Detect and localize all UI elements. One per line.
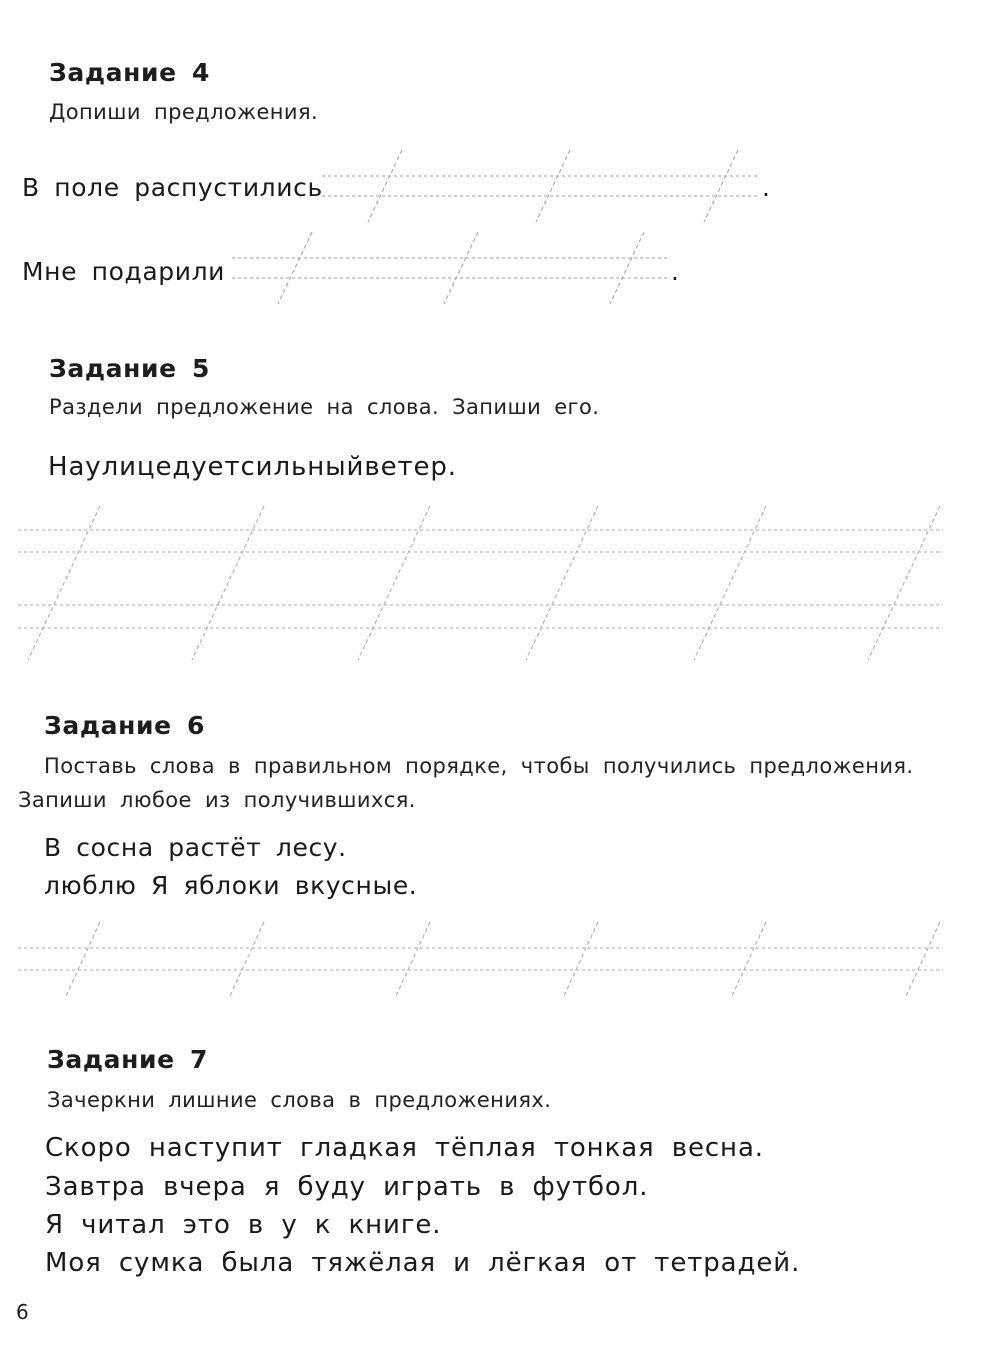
task-4-answer-line-2[interactable] xyxy=(232,230,672,306)
task-4-title: Задание 4 xyxy=(49,58,210,87)
task-6-sentence-2: люблю Я яблоки вкусные. xyxy=(44,871,418,900)
task-4-instruction: Допиши предложения. xyxy=(49,100,319,124)
task-6-instruction-line-2: Запиши любое из получившихся. xyxy=(18,788,416,812)
task-4-sentence-2-prefix: Мне подарили xyxy=(22,257,226,286)
task-5-instruction: Раздели предложение на слова. Запиши его. xyxy=(49,395,600,419)
task-4-sentence-2-period: . xyxy=(671,257,680,286)
task-4-answer-line-1[interactable] xyxy=(322,148,762,224)
task-6-answer-lines[interactable] xyxy=(18,920,948,1000)
task-6-sentence-1: В сосна растёт лесу. xyxy=(44,833,347,862)
task-6-instruction-line-1: Поставь слова в правильном порядке, чтобы получились предложения. xyxy=(44,754,914,778)
task-5-text: Наулицедуетсильныйветер. xyxy=(48,452,457,482)
task-7-sentence-4: Моя сумка была тяжёлая и лёгкая от тетрадей. xyxy=(45,1248,801,1278)
task-5-answer-lines[interactable] xyxy=(18,504,948,664)
task-7-title: Задание 7 xyxy=(47,1045,208,1074)
task-6-title: Задание 6 xyxy=(44,711,205,740)
task-7-sentence-1: Скоро наступит гладкая тёплая тонкая весна. xyxy=(45,1133,764,1163)
task-7-sentence-2: Завтра вчера я буду играть в футбол. xyxy=(45,1172,649,1202)
task-4-sentence-1-prefix: В поле распустились xyxy=(22,173,323,202)
page-number: 6 xyxy=(16,1300,29,1324)
task-4-sentence-1-period: . xyxy=(762,173,771,202)
task-7-sentence-3: Я читал это в у к книге. xyxy=(45,1210,442,1240)
task-5-title: Задание 5 xyxy=(49,354,210,383)
task-7-instruction: Зачеркни лишние слова в предложениях. xyxy=(47,1088,552,1112)
